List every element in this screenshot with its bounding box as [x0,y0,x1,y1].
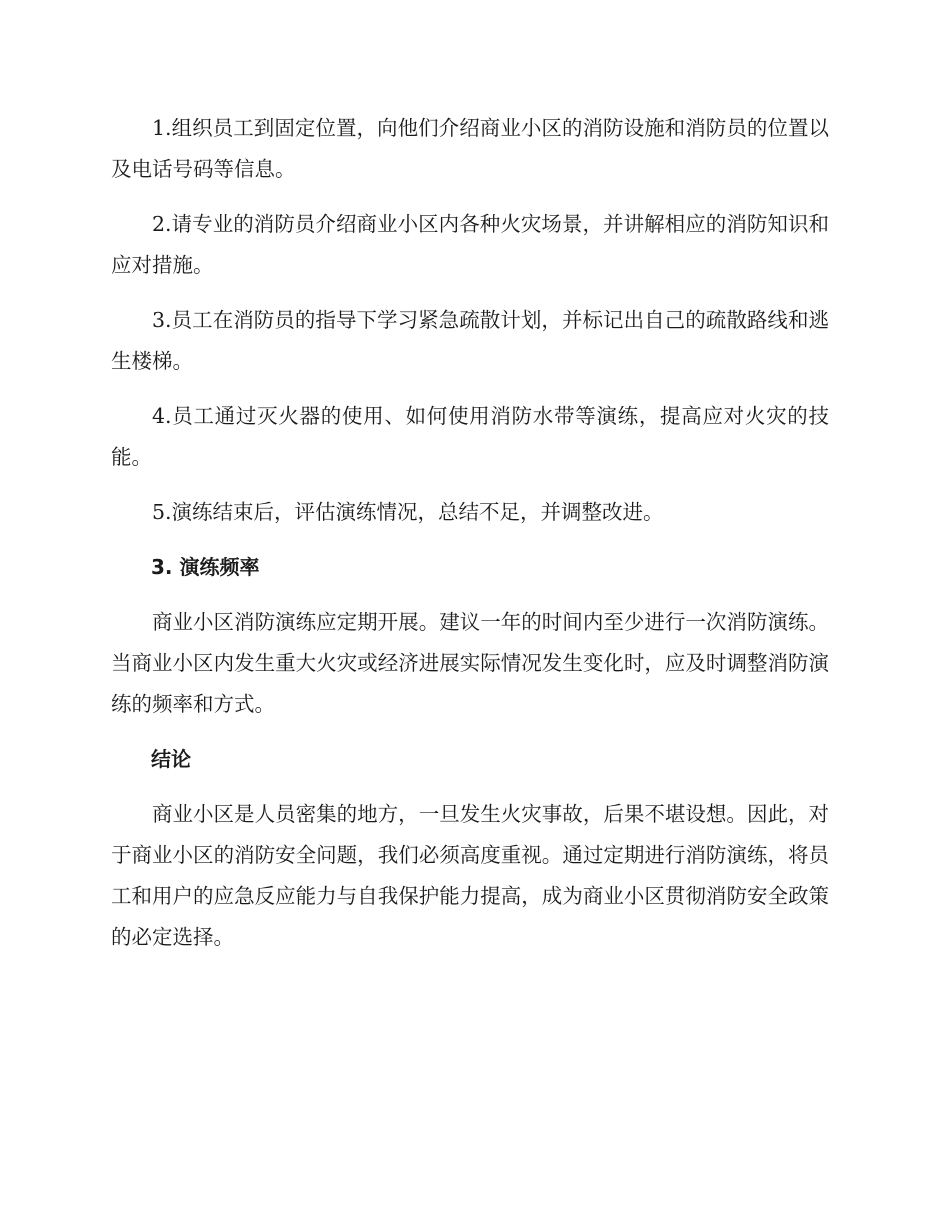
step-2-paragraph: 2.请专业的消防员介绍商业小区内各种火灾场景，并讲解相应的消防知识和应对措施。 [111,212,829,277]
step-1-paragraph: 1.组织员工到固定位置，向他们介绍商业小区的消防设施和消防员的位置以及电话号码等信息。 [111,116,829,181]
document-body [111,108,829,972]
step-3-paragraph: 3.员工在消防员的指导下学习紧急疏散计划，并标记出自己的疏散路线和逃生楼梯。 [111,308,829,373]
conclusion-heading: 结论 [151,747,191,771]
frequency-paragraph: 商业小区消防演练应定期开展。建议一年的时间内至少进行一次消防演练。当商业小区内发生重大火灾或经济进展实际情况发生变化时，应及时调整消防演练的频率和方式。 [111,610,829,716]
step-4-paragraph: 4.员工通过灭火器的使用、如何使用消防水带等演练，提高应对火灾的技能。 [111,404,829,469]
step-5-paragraph: 5.演练结束后，评估演练情况，总结不足，并调整改进。 [152,500,664,524]
conclusion-paragraph: 商业小区是人员密集的地方，一旦发生火灾事故，后果不堪设想。因此，对于商业小区的消防安全问题，我们必须高度重视。通过定期进行消防演练，将员工和用户的应急反应能力与自我保护能力提高，成为商业小区贯彻消防安全政策的必定选择。 [111,802,829,949]
frequency-heading: 3. 演练频率 [151,555,260,579]
